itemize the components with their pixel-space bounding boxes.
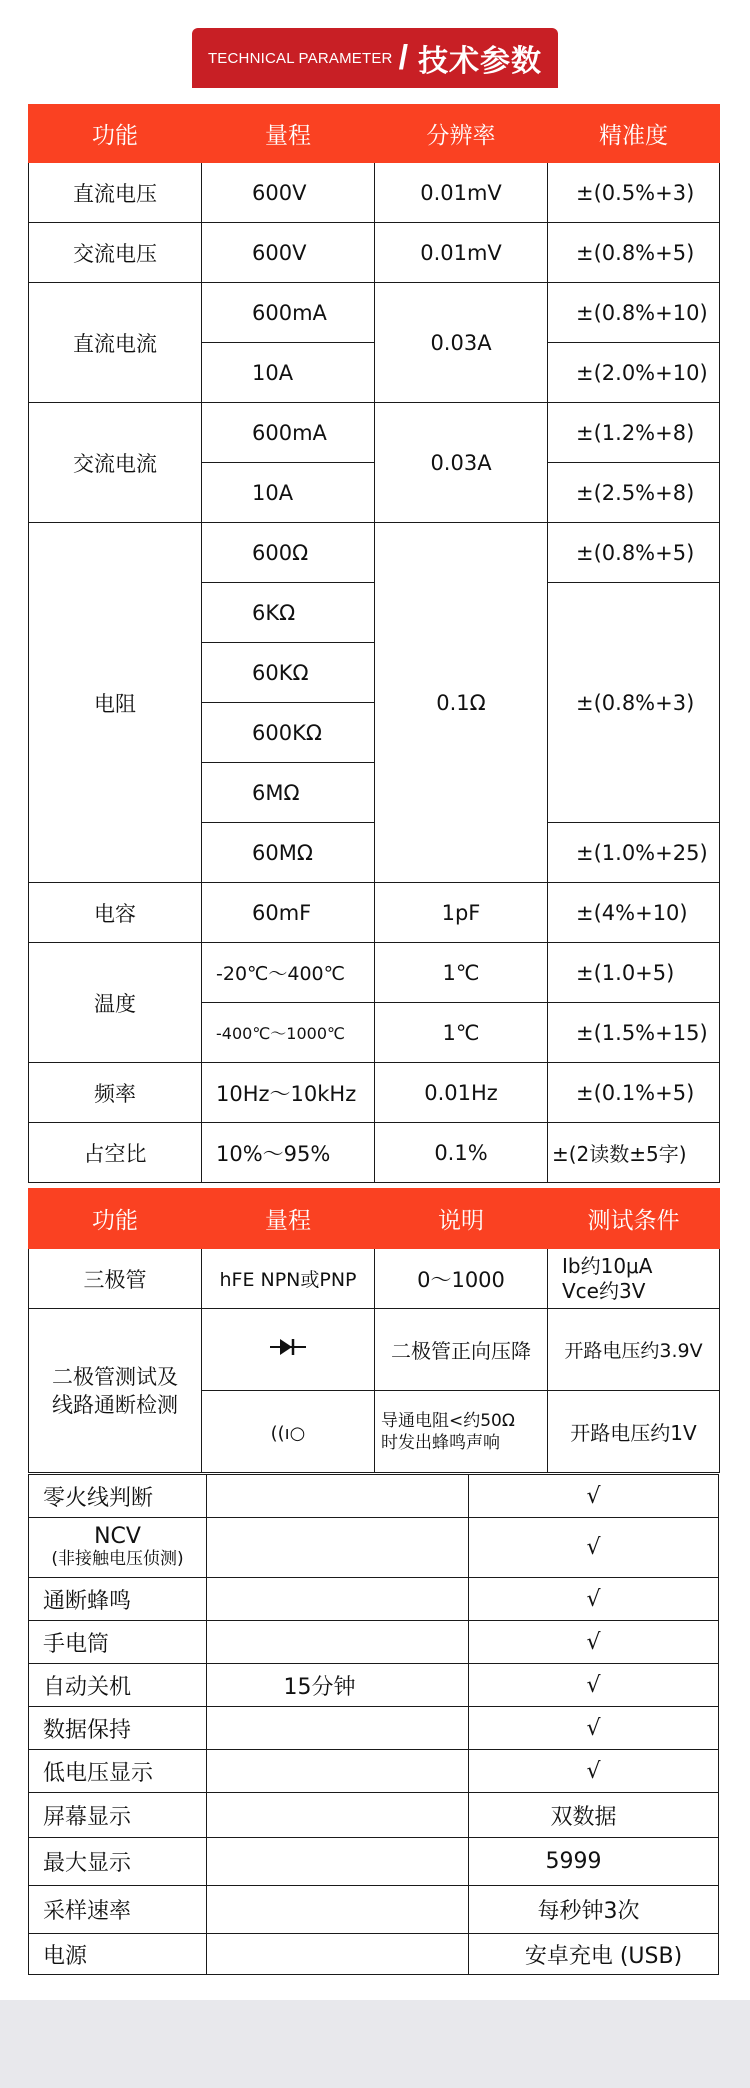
temperature-accuracy: ±(1.0+5) (548, 943, 720, 1003)
buzzer-icon: ((ı○ (270, 1422, 306, 1444)
header-function: 功能 (29, 1189, 202, 1249)
header-test-condition: 测试条件 (548, 1189, 720, 1249)
transistor-condition-ib: Ib约10μA (562, 1253, 653, 1278)
frequency-function: 频率 (29, 1063, 202, 1123)
check-icon: √ (469, 1707, 719, 1750)
feature-auto-off: 自动关机 (29, 1664, 207, 1707)
table-row (29, 223, 720, 283)
frequency-resolution: 0.01Hz (375, 1063, 548, 1123)
duty-cycle-range: 10%～95% (202, 1123, 375, 1183)
resistance-resolution: 0.1Ω (375, 523, 548, 883)
feature-empty-cell (207, 1518, 469, 1578)
capacitance-accuracy: ±(4%+10) (548, 883, 720, 943)
table-row (29, 1123, 720, 1183)
table-row (29, 283, 720, 343)
frequency-accuracy: ±(0.1%+5) (548, 1063, 720, 1123)
special-functions-table (28, 1188, 720, 1473)
transistor-description: 0～1000 (375, 1249, 548, 1309)
temperature-resolution: 1℃ (375, 943, 548, 1003)
transistor-condition (548, 1249, 720, 1309)
feature-data-hold: 数据保持 (29, 1707, 207, 1750)
feature-empty-cell (207, 1621, 469, 1664)
resistance-range: 600KΩ (202, 703, 375, 763)
check-icon: √ (469, 1750, 719, 1793)
title-banner (192, 28, 558, 88)
header-accuracy: 精准度 (548, 105, 720, 163)
feature-max-display: 最大显示 (29, 1838, 207, 1886)
footer-background (0, 2000, 750, 2088)
temperature-range: -400℃～1000℃ (202, 1003, 375, 1063)
table-row (29, 943, 720, 1003)
features-table (28, 1474, 719, 1975)
feature-row (29, 1707, 719, 1750)
feature-empty-cell (207, 1838, 469, 1886)
feature-row (29, 1475, 719, 1518)
continuity-description-line1: 导通电阻<约50Ω (381, 1410, 515, 1431)
feature-row (29, 1621, 719, 1664)
dca-range: 10A (202, 343, 375, 403)
duty-cycle-accuracy: ±(2读数±5字) (548, 1123, 720, 1183)
resistance-range: 6KΩ (202, 583, 375, 643)
dca-accuracy: ±(0.8%+10) (548, 283, 720, 343)
resistance-range: 6MΩ (202, 763, 375, 823)
transistor-function: 三极管 (29, 1249, 202, 1309)
banner-english-title: TECHNICAL PARAMETER (207, 49, 393, 67)
transistor-condition-vce: Vce约3V (562, 1278, 646, 1303)
feature-max-display-value: 5999 (469, 1838, 719, 1886)
temperature-accuracy: ±(1.5%+15) (548, 1003, 720, 1063)
feature-empty-cell (207, 1934, 469, 1975)
feature-empty-cell (207, 1750, 469, 1793)
header-resolution: 分辨率 (375, 105, 548, 163)
continuity-description-line2: 时发出蜂鸣声响 (381, 1432, 500, 1453)
feature-row (29, 1838, 719, 1886)
temperature-function: 温度 (29, 943, 202, 1063)
table-row (29, 1249, 720, 1309)
acv-range: 600V (202, 223, 375, 283)
table-row (29, 1063, 720, 1123)
resistance-range: 60MΩ (202, 823, 375, 883)
header-range: 量程 (202, 105, 375, 163)
feature-sample-rate-value: 每秒钟3次 (469, 1886, 719, 1934)
diode-description: 二极管正向压降 (375, 1309, 548, 1391)
aca-accuracy: ±(2.5%+8) (548, 463, 720, 523)
resistance-function: 电阻 (29, 523, 202, 883)
feature-live-neutral: 零火线判断 (29, 1475, 207, 1518)
feature-screen-value: 双数据 (469, 1793, 719, 1838)
feature-ncv-title: NCV (94, 1523, 141, 1549)
table-row (29, 163, 720, 223)
feature-ncv-subtitle: (非接触电压侦测) (51, 1548, 184, 1569)
feature-row (29, 1886, 719, 1934)
temperature-resolution: 1℃ (375, 1003, 548, 1063)
capacitance-resolution: 1pF (375, 883, 548, 943)
header-description: 说明 (375, 1189, 548, 1249)
feature-empty-cell (207, 1475, 469, 1518)
dca-accuracy: ±(2.0%+10) (548, 343, 720, 403)
continuity-description (375, 1391, 548, 1473)
acv-resolution: 0.01mV (375, 223, 548, 283)
feature-low-voltage: 低电压显示 (29, 1750, 207, 1793)
feature-power-value: 安卓充电 (USB) (469, 1934, 719, 1975)
banner-slash: / (398, 38, 409, 77)
feature-empty-cell (207, 1886, 469, 1934)
feature-ncv (29, 1518, 207, 1578)
check-icon: √ (469, 1578, 719, 1621)
feature-row (29, 1934, 719, 1975)
dcv-range: 600V (202, 163, 375, 223)
diode-condition: 开路电压约3.9V (548, 1309, 720, 1391)
header-range: 量程 (202, 1189, 375, 1249)
header-function: 功能 (29, 105, 202, 163)
duty-cycle-resolution: 0.1% (375, 1123, 548, 1183)
aca-resolution: 0.03A (375, 403, 548, 523)
feature-row (29, 1793, 719, 1838)
check-icon: √ (469, 1475, 719, 1518)
feature-empty-cell (207, 1793, 469, 1838)
feature-power: 电源 (29, 1934, 207, 1975)
table-row (29, 403, 720, 463)
feature-row (29, 1750, 719, 1793)
acv-function: 交流电压 (29, 223, 202, 283)
table-row (29, 883, 720, 943)
aca-range: 10A (202, 463, 375, 523)
diode-symbol-cell (202, 1309, 375, 1391)
diode-function-line2: 线路通断检测 (52, 1392, 178, 1417)
resistance-accuracy: ±(1.0%+25) (548, 823, 720, 883)
transistor-range: hFE NPN或PNP (202, 1249, 375, 1309)
feature-row (29, 1518, 719, 1578)
check-icon: √ (469, 1518, 719, 1578)
acv-accuracy: ±(0.8%+5) (548, 223, 720, 283)
spec-table (28, 104, 720, 1183)
dcv-function: 直流电压 (29, 163, 202, 223)
table-row (29, 1309, 720, 1391)
resistance-range: 600Ω (202, 523, 375, 583)
resistance-accuracy: ±(0.8%+3) (548, 583, 720, 823)
check-icon: √ (469, 1621, 719, 1664)
resistance-accuracy: ±(0.8%+5) (548, 523, 720, 583)
feature-continuity: 通断蜂鸣 (29, 1578, 207, 1621)
dca-resolution: 0.03A (375, 283, 548, 403)
diode-continuity-function (29, 1309, 202, 1473)
aca-range: 600mA (202, 403, 375, 463)
capacitance-function: 电容 (29, 883, 202, 943)
banner-chinese-title: 技术参数 (418, 44, 543, 79)
frequency-range: 10Hz～10kHz (202, 1063, 375, 1123)
table-row (29, 523, 720, 583)
spec-header-row (29, 105, 720, 163)
capacitance-range: 60mF (202, 883, 375, 943)
buzzer-symbol-cell (202, 1391, 375, 1473)
resistance-range: 60KΩ (202, 643, 375, 703)
dca-function: 直流电流 (29, 283, 202, 403)
feature-row (29, 1578, 719, 1621)
continuity-condition: 开路电压约1V (548, 1391, 720, 1473)
feature-sample-rate: 采样速率 (29, 1886, 207, 1934)
aca-function: 交流电流 (29, 403, 202, 523)
diode-icon (270, 1337, 306, 1357)
feature-flashlight: 手电筒 (29, 1621, 207, 1664)
dcv-accuracy: ±(0.5%+3) (548, 163, 720, 223)
feature-auto-off-time: 15分钟 (207, 1664, 469, 1707)
feature-screen: 屏幕显示 (29, 1793, 207, 1838)
check-icon: √ (469, 1664, 719, 1707)
duty-cycle-function: 占空比 (29, 1123, 202, 1183)
temperature-range: -20℃～400℃ (202, 943, 375, 1003)
feature-empty-cell (207, 1707, 469, 1750)
dca-range: 600mA (202, 283, 375, 343)
feature-empty-cell (207, 1578, 469, 1621)
diode-function-line1: 二极管测试及 (52, 1364, 178, 1389)
special-header-row (29, 1189, 720, 1249)
dcv-resolution: 0.01mV (375, 163, 548, 223)
aca-accuracy: ±(1.2%+8) (548, 403, 720, 463)
feature-row (29, 1664, 719, 1707)
